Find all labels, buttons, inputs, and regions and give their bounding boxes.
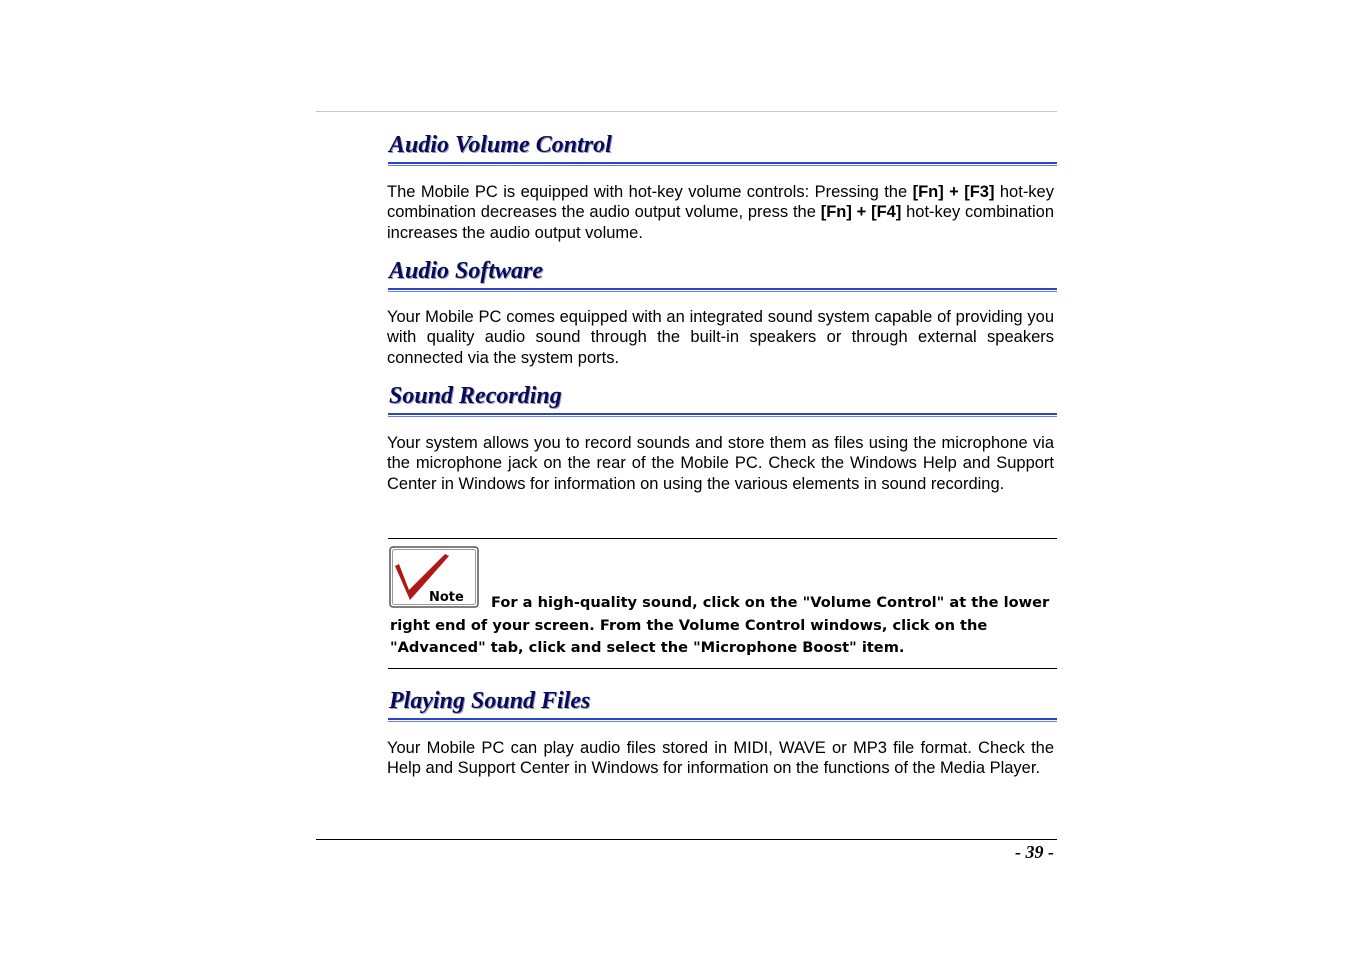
section-heading-playing-sound-files: Playing Sound Files <box>389 688 591 714</box>
section-heading-audio-volume-control: Audio Volume Control <box>389 132 612 158</box>
top-divider <box>316 111 1057 112</box>
heading-underline <box>388 413 1057 418</box>
page-number: - 39 - <box>1015 842 1054 862</box>
section-heading-sound-recording: Sound Recording <box>389 383 562 409</box>
section-body-audio-software: Your Mobile PC comes equipped with an integrated sound system capable of providing you with quality audio sound through the built-in speakers or through external speakers connected via the system ports. <box>387 308 1054 367</box>
section-body-audio-volume-control <box>387 182 1054 243</box>
note-top-rule <box>388 538 1057 539</box>
body-text: The Mobile PC is equipped with hot-key volume controls: Pressing the <box>387 183 913 201</box>
hotkey-decrease: [Fn] + [F3] <box>912 183 995 201</box>
section-body-sound-recording: Your system allows you to record sounds and store them as files using the microphone via the microphone jack on the rear of the Mobile PC. Check the Windows Help and Support Center in Windows for information on using the various elements in sound recording. <box>387 434 1054 493</box>
note-icon-label: Note <box>429 590 464 605</box>
note-text: For a high-quality sound, click on the "Volume Control" at the lower right end of your screen. From the Volume Control windows, click on the "Advanced" tab, click and select the "Microphone Boost" item. <box>390 594 1050 657</box>
heading-underline <box>388 288 1057 293</box>
body-text: hot-key combination increases the audio output volume. <box>387 203 1054 242</box>
heading-underline <box>388 718 1057 723</box>
section-body-playing-sound-files: Your Mobile PC can play audio files stored in MIDI, WAVE or MP3 file format. Check the Help and Support Center in Windows for information on the functions of the Media Player. <box>387 739 1054 778</box>
heading-underline <box>388 162 1057 167</box>
bottom-divider <box>316 839 1057 840</box>
note-bottom-rule <box>388 668 1057 669</box>
section-heading-audio-software: Audio Software <box>389 258 544 284</box>
hotkey-increase: [Fn] + [F4] <box>820 203 902 222</box>
body-text: hot-key combination decreases the audio output volume, press the <box>387 183 1054 222</box>
